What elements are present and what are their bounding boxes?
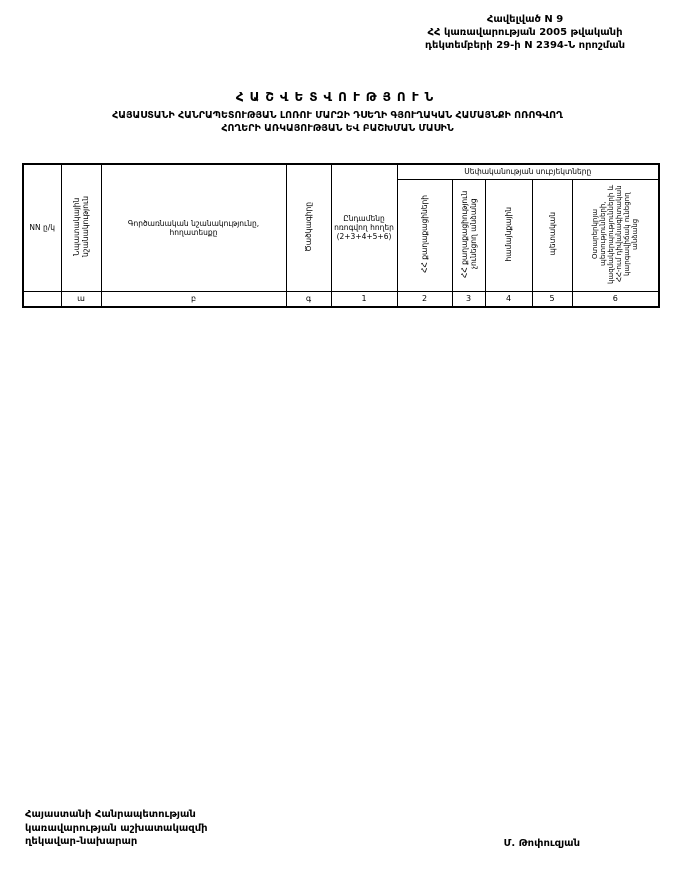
subtitle-line: ՀԱՅԱՍՏԱՆԻ ՀԱՆՐԱՊԵՏՈՒԹՅԱՆ ԼՈՌՈՒ ՄԱՐԶԻ ԴՍԵՂԻ ԳՅՈՒՂԱԿԱՆ ՀԱՄԱՅՆՔԻ ՈՌՈԳՎՈՂ [112,110,563,121]
index-cell: բ [101,291,286,307]
index-cell: 1 [331,291,397,307]
signature-block [25,808,655,849]
index-cell: 3 [452,291,485,307]
header-code: Ծածկագիրը [286,164,331,291]
annex-line: Հավելված N 9 [486,14,564,25]
report-table [22,163,660,308]
signatory-line: կառավարության աշխատակազմի [25,822,208,834]
header-total: Ընդամենը ոռոգվող հողեր (2+3+4+5+6) [331,164,397,291]
annex-line: ՀՀ կառավարության 2005 թվականի [427,27,623,38]
index-cell: 2 [397,291,452,307]
header-owner-community: համայնքային [485,179,532,291]
header-nn: NN ը/կ [23,164,61,291]
header-owner-citizens: ՀՀ քաղաքացիների [397,179,452,291]
signatory-line: ղեկավար-նախարար [25,836,138,847]
header-owner-foreign: Օտարերկրյա պետությունների, կազմակերպությունների և ՀՀ-ում դիվանագիտական կարգավիճակ ունեցող անձանց [572,179,659,291]
annex-line: դեկտեմբերի 29-ի N 2394-Ն որոշման [424,40,626,51]
signatory-name: Մ. Թոփուզյան [503,837,580,849]
index-cell: 4 [485,291,532,307]
index-cell [23,291,61,307]
signatory-line: Հայաստանի Հանրապետության [25,809,196,820]
column-index-row [23,291,659,307]
annex-reference [385,13,665,52]
header-ownership-group: Սեփականության սուբյեկտները [397,164,659,179]
header-purpose: Նպատակային նշանակություն [61,164,101,291]
subtitle-line: ՀՈՂԵՐԻ ԱՌԿԱՅՈՒԹՅԱՆ ԵՎ ԲԱՇԽՄԱՆ ՄԱՍԻՆ [221,122,454,134]
index-cell: 6 [572,291,659,307]
header-owner-state: պետական [532,179,572,291]
index-cell: ա [61,291,101,307]
signatory-title [25,808,208,849]
header-owner-stateless: ՀՀ քաղաքացիություն չունեցող անձանց [452,179,485,291]
header-functional: Գործառնական նշանակությունը, հողատեսքը [101,164,286,291]
document-title: ՀԱՇՎԵՏՎՈՒԹՅՈՒՆ [235,90,440,104]
document-subtitle [0,110,675,136]
index-cell: գ [286,291,331,307]
index-cell: 5 [532,291,572,307]
